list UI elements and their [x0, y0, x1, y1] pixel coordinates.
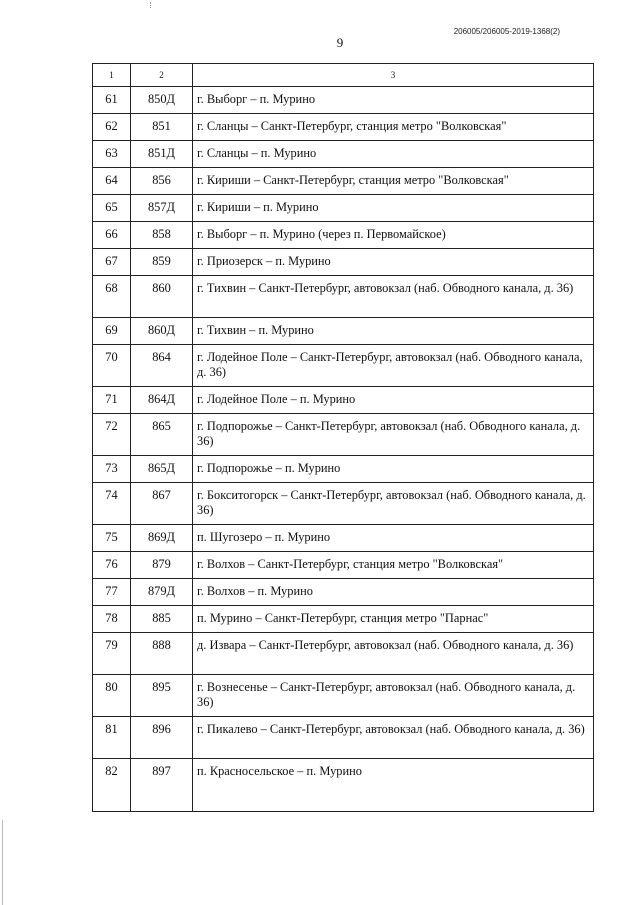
row-number: 78 — [93, 606, 131, 633]
column-header-route: 2 — [131, 64, 193, 87]
route-description: г. Выборг – п. Мурино (через п. Первомайское) — [193, 222, 594, 249]
route-description: г. Сланцы – Санкт-Петербург, станция метро "Волковская" — [193, 114, 594, 141]
route-number: 865 — [131, 414, 193, 456]
row-number: 75 — [93, 525, 131, 552]
table-row — [93, 222, 594, 249]
table-row — [93, 168, 594, 195]
table-row — [93, 414, 594, 456]
route-number: 860 — [131, 276, 193, 318]
table-row — [93, 552, 594, 579]
scan-artifact — [150, 2, 152, 8]
row-number: 64 — [93, 168, 131, 195]
route-number: 860Д — [131, 318, 193, 345]
table-row — [93, 345, 594, 387]
table-row — [93, 717, 594, 759]
scan-edge-line — [2, 820, 3, 905]
table-row — [93, 195, 594, 222]
route-description: г. Кириши – п. Мурино — [193, 195, 594, 222]
route-description: г. Выборг – п. Мурино — [193, 87, 594, 114]
row-number: 82 — [93, 759, 131, 812]
table-row — [93, 249, 594, 276]
route-description: г. Лодейное Поле – п. Мурино — [193, 387, 594, 414]
row-number: 65 — [93, 195, 131, 222]
row-number: 62 — [93, 114, 131, 141]
table-header-row — [93, 64, 594, 87]
route-number: 857Д — [131, 195, 193, 222]
route-description: г. Тихвин – Санкт-Петербург, автовокзал (наб. Обводного канала, д. 36) — [193, 276, 594, 318]
route-number: 885 — [131, 606, 193, 633]
row-number: 63 — [93, 141, 131, 168]
route-number: 896 — [131, 717, 193, 759]
row-number: 61 — [93, 87, 131, 114]
route-description: д. Извара – Санкт-Петербург, автовокзал (наб. Обводного канала, д. 36) — [193, 633, 594, 675]
row-number: 73 — [93, 456, 131, 483]
page-number: 9 — [336, 35, 344, 50]
route-number: 858 — [131, 222, 193, 249]
table-row — [93, 675, 594, 717]
route-number: 850Д — [131, 87, 193, 114]
row-number: 80 — [93, 675, 131, 717]
route-description: г. Кириши – Санкт-Петербург, станция метро "Волковская" — [193, 168, 594, 195]
table-row — [93, 483, 594, 525]
route-number: 865Д — [131, 456, 193, 483]
table-row — [93, 759, 594, 812]
route-number: 851 — [131, 114, 193, 141]
table-row — [93, 141, 594, 168]
route-number: 859 — [131, 249, 193, 276]
route-description: г. Тихвин – п. Мурино — [193, 318, 594, 345]
row-number: 72 — [93, 414, 131, 456]
route-description: г. Волхов – п. Мурино — [193, 579, 594, 606]
row-number: 67 — [93, 249, 131, 276]
route-description: г. Вознесенье – Санкт-Петербург, автовокзал (наб. Обводного канала, д. 36) — [193, 675, 594, 717]
route-number: 856 — [131, 168, 193, 195]
route-number: 879Д — [131, 579, 193, 606]
column-header-description: 3 — [193, 64, 594, 87]
route-number: 864 — [131, 345, 193, 387]
route-description: п. Красносельское – п. Мурино — [193, 759, 594, 812]
row-number: 70 — [93, 345, 131, 387]
route-number: 869Д — [131, 525, 193, 552]
route-description: г. Приозерск – п. Мурино — [193, 249, 594, 276]
route-number: 864Д — [131, 387, 193, 414]
row-number: 76 — [93, 552, 131, 579]
route-number: 895 — [131, 675, 193, 717]
table-row — [93, 579, 594, 606]
route-number: 897 — [131, 759, 193, 812]
route-number: 851Д — [131, 141, 193, 168]
table-row — [93, 456, 594, 483]
row-number: 66 — [93, 222, 131, 249]
row-number: 71 — [93, 387, 131, 414]
route-description: г. Подпорожье – п. Мурино — [193, 456, 594, 483]
row-number: 68 — [93, 276, 131, 318]
table-row — [93, 318, 594, 345]
table-row — [93, 525, 594, 552]
route-description: г. Подпорожье – Санкт-Петербург, автовокзал (наб. Обводного канала, д. 36) — [193, 414, 594, 456]
route-description: г. Пикалево – Санкт-Петербург, автовокзал (наб. Обводного канала, д. 36) — [193, 717, 594, 759]
row-number: 79 — [93, 633, 131, 675]
route-number: 879 — [131, 552, 193, 579]
table-row — [93, 276, 594, 318]
route-description: п. Мурино – Санкт-Петербург, станция метро "Парнас" — [193, 606, 594, 633]
row-number: 77 — [93, 579, 131, 606]
column-header-number: 1 — [93, 64, 131, 87]
row-number: 69 — [93, 318, 131, 345]
routes-table — [92, 63, 594, 812]
route-description: п. Шугозеро – п. Мурино — [193, 525, 594, 552]
table-row — [93, 387, 594, 414]
route-description: г. Сланцы – п. Мурино — [193, 141, 594, 168]
document-id: 206005/206005-2019-1368(2) — [453, 27, 560, 36]
table-row — [93, 606, 594, 633]
row-number: 81 — [93, 717, 131, 759]
route-description: г. Бокситогорск – Санкт-Петербург, автовокзал (наб. Обводного канала, д. 36) — [193, 483, 594, 525]
table-row — [93, 87, 594, 114]
route-number: 867 — [131, 483, 193, 525]
route-number: 888 — [131, 633, 193, 675]
route-description: г. Волхов – Санкт-Петербург, станция метро "Волковская" — [193, 552, 594, 579]
row-number: 74 — [93, 483, 131, 525]
route-description: г. Лодейное Поле – Санкт-Петербург, автовокзал (наб. Обводного канала, д. 36) — [193, 345, 594, 387]
table-row — [93, 633, 594, 675]
table-row — [93, 114, 594, 141]
